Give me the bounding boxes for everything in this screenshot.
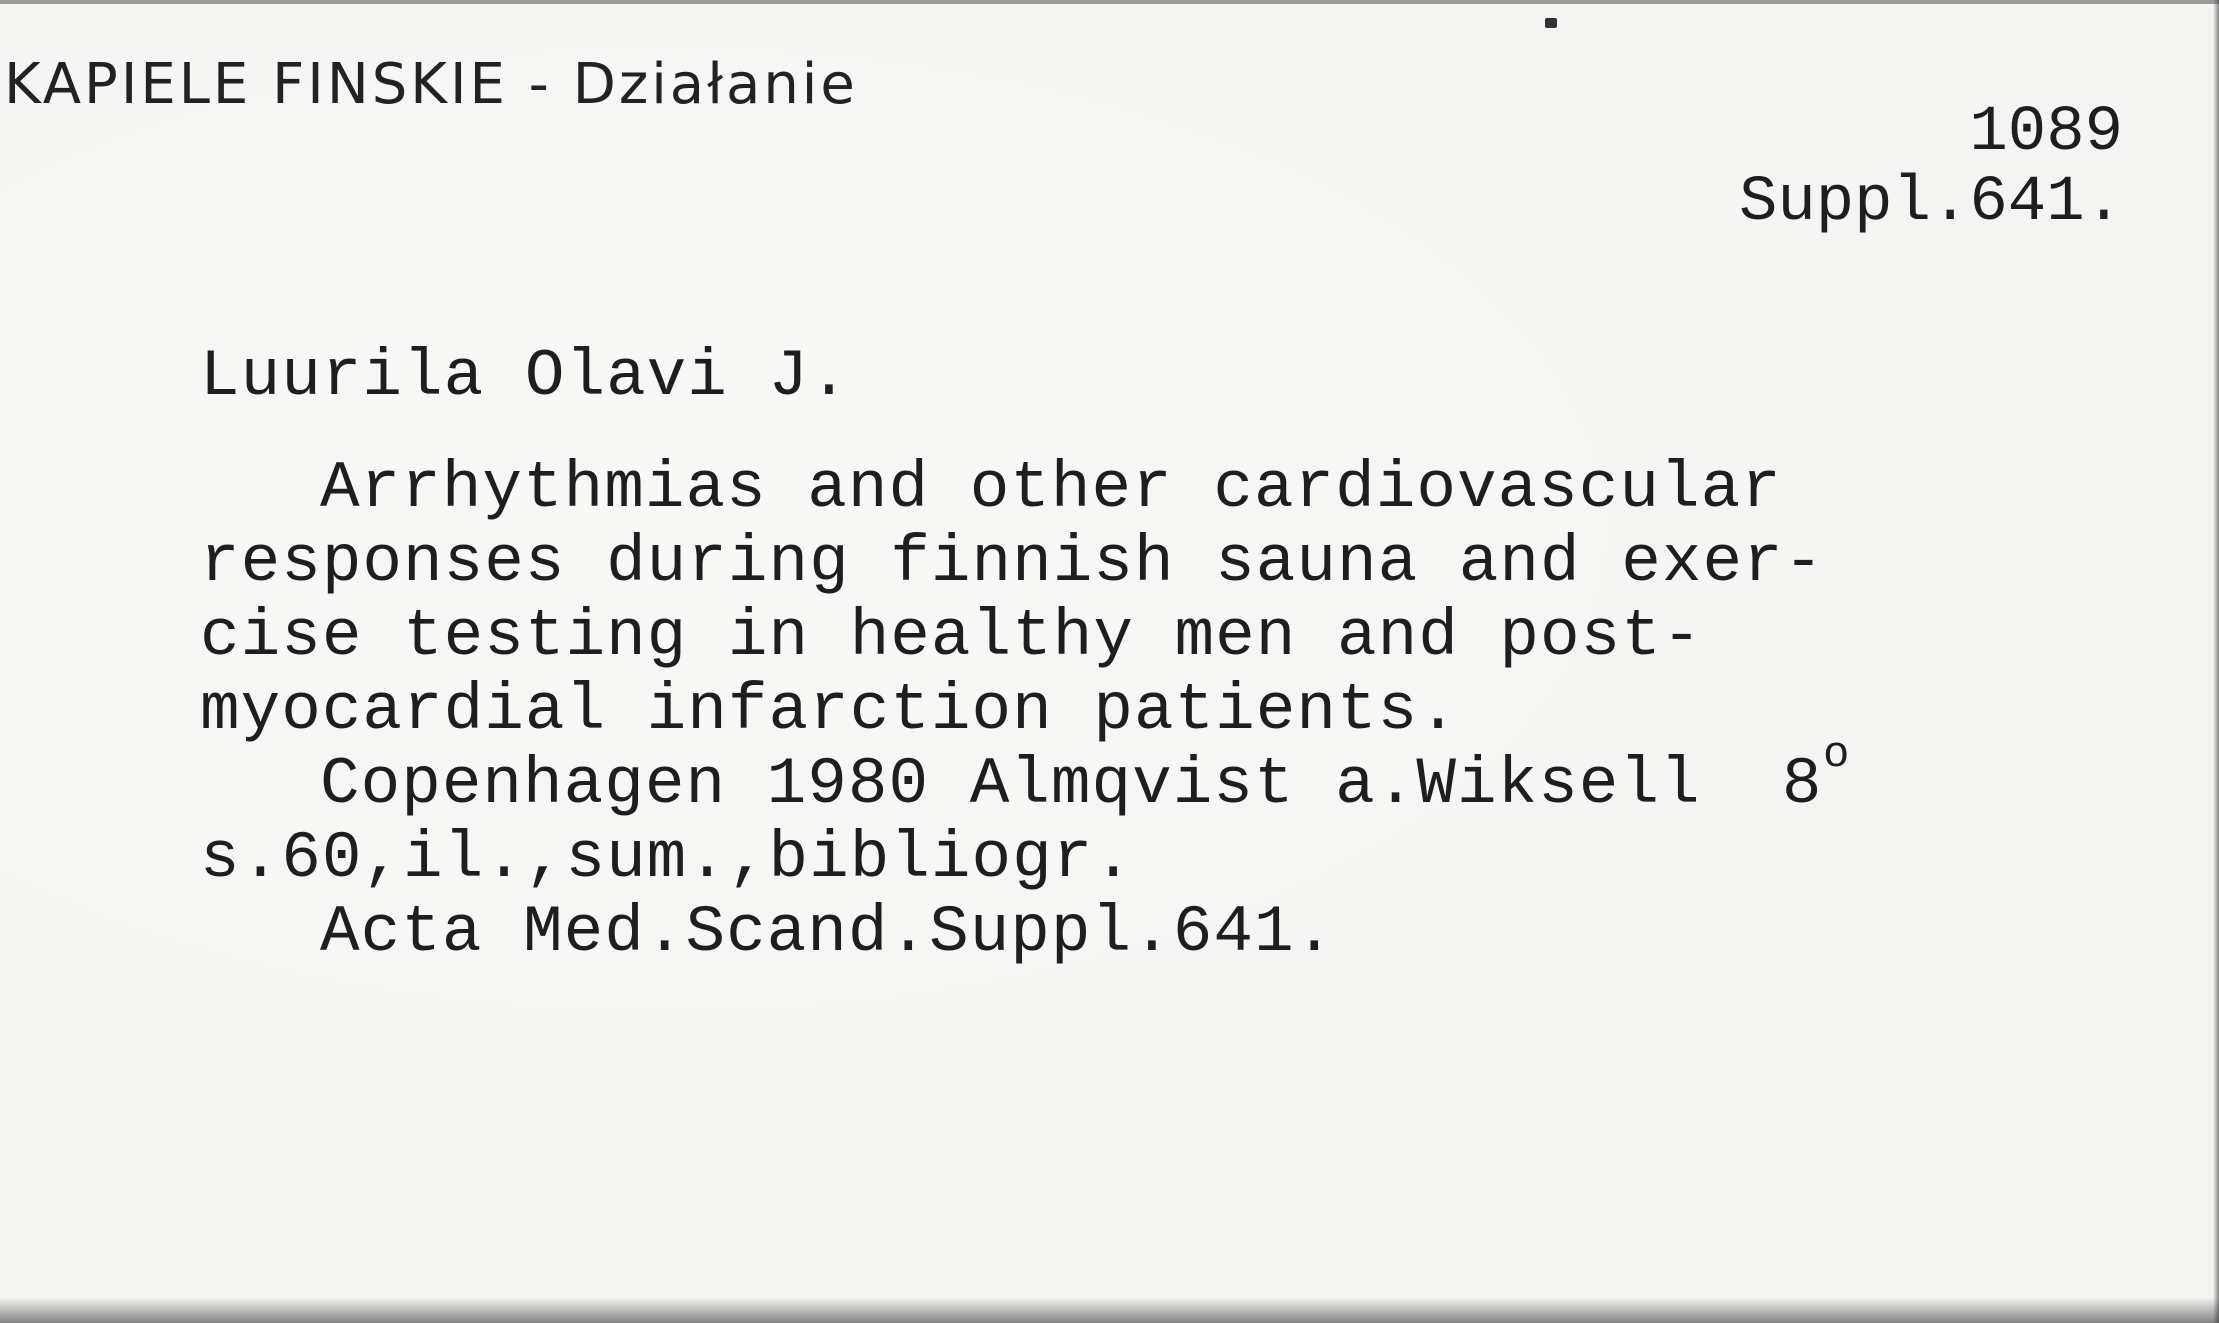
- call-number-supplement: Suppl.641.: [1738, 167, 2123, 239]
- subject-heading: KAPIELE FINSKIE - Działanie: [4, 52, 858, 117]
- title-line: responses during finnish sauna and exer-: [200, 525, 1825, 600]
- call-number: [1523, 98, 2123, 238]
- card-body: [200, 339, 1851, 970]
- series-line: Acta Med.Scand.Suppl.641.: [320, 895, 1336, 970]
- call-number-main: 1089: [1969, 97, 2123, 169]
- card-right-edge: [2213, 0, 2219, 1323]
- format-number: 8: [1781, 747, 1823, 822]
- title-line: Arrhythmias and other cardiovascular: [320, 451, 1782, 526]
- imprint-line: [200, 730, 1851, 822]
- author-name: Luurila Olavi J.: [200, 339, 850, 414]
- format-superscript: o: [1823, 730, 1851, 780]
- card-top-edge: [0, 0, 2219, 4]
- collation-line: s.60,il.,sum.,bibliogr.: [200, 821, 1134, 896]
- imprint-text: Copenhagen 1980 Almqvist a.Wiksell: [320, 747, 1701, 822]
- title-line: myocardial infarction patients.: [200, 673, 1459, 748]
- ink-mark: [1545, 18, 1557, 28]
- title-line: cise testing in healthy men and post-: [200, 599, 1703, 674]
- format-size: [1781, 730, 1851, 822]
